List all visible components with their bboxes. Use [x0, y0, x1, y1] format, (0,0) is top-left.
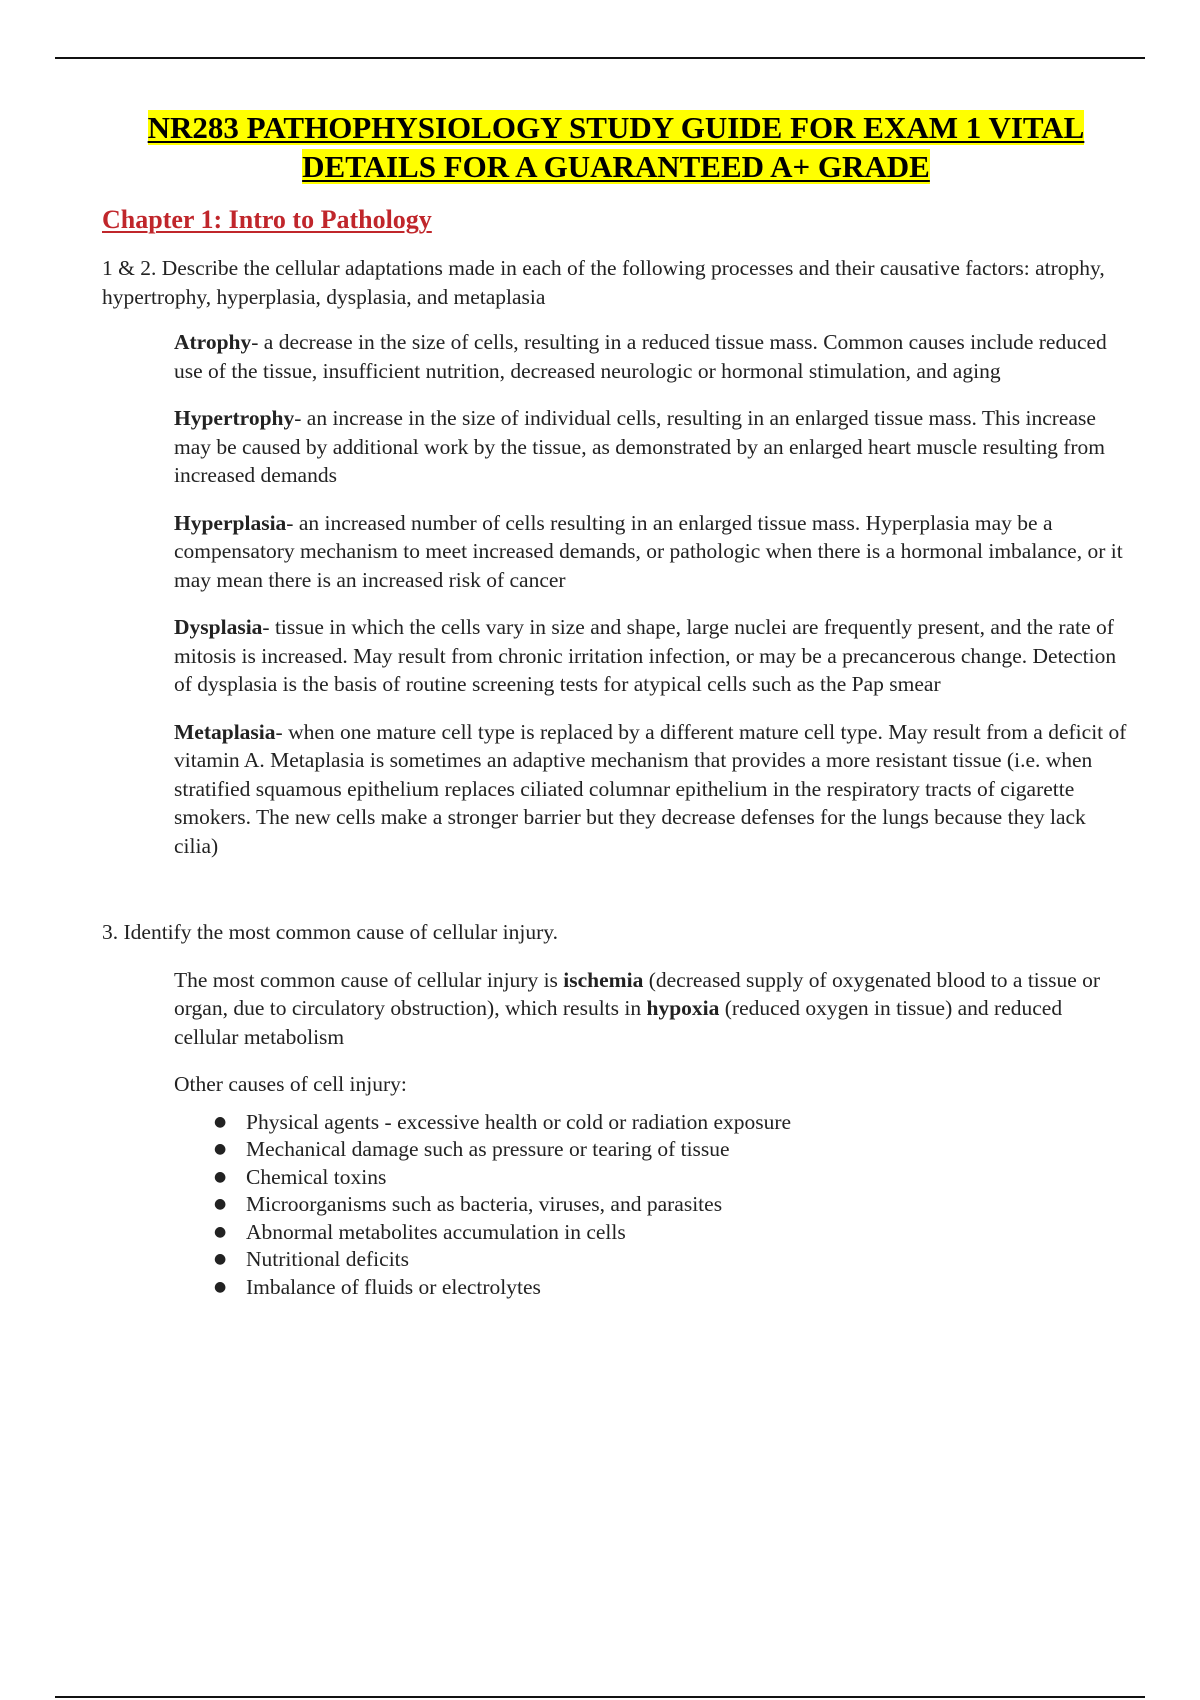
term-definition: - an increased number of cells resulting in an enlarged tissue mass. Hyperplasia may be a compensatory mechanism to meet increased demands, or pathologic when there is a hormonal imbalance, or it may mean there is an increased risk of cancer [174, 510, 1123, 592]
bullet-icon: ● [214, 1168, 227, 1185]
answer-text: (reduced oxygen in tissue) and reduced cellular metabolism [174, 996, 1063, 1049]
term-label: Metaplasia [174, 719, 276, 744]
term-definition: - tissue in which the cells vary in size and shape, large nuclei are frequently present, and the rate of mitosis is increased. May result from chronic irritation infection, or may be a precancerous change. Detection of dysplasia is the basis of routine screening tests for atypical cells such as the Pap smear [174, 615, 1117, 696]
header-rule [55, 57, 1145, 59]
list-item [214, 1246, 1130, 1274]
list-item-text: Nutritional deficits [246, 1247, 410, 1271]
list-item [214, 1164, 1130, 1192]
list-item-text: Abnormal metabolites accumulation in cells [246, 1219, 626, 1244]
list-item-text: Mechanical damage such as pressure or tearing of tissue [246, 1137, 730, 1161]
list-item-text: Imbalance of fluids or electrolytes [246, 1274, 541, 1299]
bullet-icon: ● [214, 1141, 227, 1157]
adaptation-atrophy [174, 328, 1130, 385]
list-item-text: Physical agents - excessive health or cold or radiation exposure [246, 1109, 792, 1134]
term-label: Hyperplasia [174, 510, 287, 535]
other-causes-list [174, 1109, 1130, 1302]
title-line-1: NR283 PATHOPHYSIOLOGY STUDY GUIDE FOR EXAM 1 VITAL [147, 110, 1085, 145]
document-page [102, 108, 1130, 1301]
chapter-heading: Chapter 1: Intro to Pathology [102, 205, 432, 234]
other-causes-heading: Other causes of cell injury: [174, 1072, 407, 1096]
answer-3-section [174, 966, 1130, 1302]
adaptation-hypertrophy [174, 404, 1130, 490]
term-definition: - an increase in the size of individual cells, resulting in an enlarged tissue mass. This increase may be caused by additional work by the tissue, as demonstrated by an enlarged heart muscle resulting from increased demands [174, 406, 1106, 487]
list-item [214, 1191, 1130, 1219]
list-item-text: Chemical toxins [246, 1164, 387, 1189]
bullet-icon: ● [214, 1196, 227, 1212]
term-label: Hypertrophy [174, 406, 295, 430]
bullet-icon: ● [214, 1278, 227, 1295]
list-item [214, 1109, 1130, 1137]
question-1-2: 1 & 2. Describe the cellular adaptations made in each of the following processes and their causative factors: atrophy, hypertrophy, hyperplasia, dysplasia, and metaplasia [102, 256, 1105, 309]
bullet-icon: ● [214, 1251, 227, 1267]
bullet-icon: ● [214, 1223, 227, 1240]
term-definition: - when one mature cell type is replaced by a different mature cell type. May result from a deficit of vitamin A. Metaplasia is sometimes an adaptive mechanism that provides a more resistant tissue (i.e. when stratified squamous epithelium replaces ciliated columnar epithelium in the respiratory tracts of cigarette smokers. The new cells make a stronger barrier but they decrease defenses for the lungs because they lack cilia) [174, 719, 1127, 858]
bullet-icon: ● [214, 1113, 227, 1130]
answer-text: (decreased supply of oxygenated blood to a tissue or organ, due to circulatory obstruction), which results in [174, 967, 1101, 1020]
adaptation-hyperplasia [174, 509, 1130, 595]
answer-text: The most common cause of cellular injury is [174, 967, 564, 992]
document-title [102, 108, 1130, 186]
term-definition: - a decrease in the size of cells, resulting in a reduced tissue mass. Common causes include reduced use of the tissue, insufficient nutrition, decreased neurologic or hormonal stimulation, and aging [174, 330, 1107, 383]
list-item [214, 1274, 1130, 1302]
list-item-text: Microorganisms such as bacteria, viruses, and parasites [246, 1192, 723, 1216]
term-label: Dysplasia [174, 615, 263, 639]
term-ischemia: ischemia [563, 967, 644, 992]
answer-3-paragraph [174, 966, 1130, 1052]
question-3: 3. Identify the most common cause of cellular injury. [102, 920, 558, 944]
list-item [214, 1136, 1130, 1164]
adaptation-metaplasia [174, 718, 1130, 861]
adaptations-section [174, 328, 1130, 860]
term-label: Atrophy [174, 330, 252, 354]
adaptation-dysplasia [174, 613, 1130, 699]
term-hypoxia: hypoxia [646, 996, 720, 1020]
footer-rule [55, 1696, 1145, 1698]
list-item [214, 1219, 1130, 1247]
title-line-2: DETAILS FOR A GUARANTEED A+ GRADE [302, 149, 930, 184]
